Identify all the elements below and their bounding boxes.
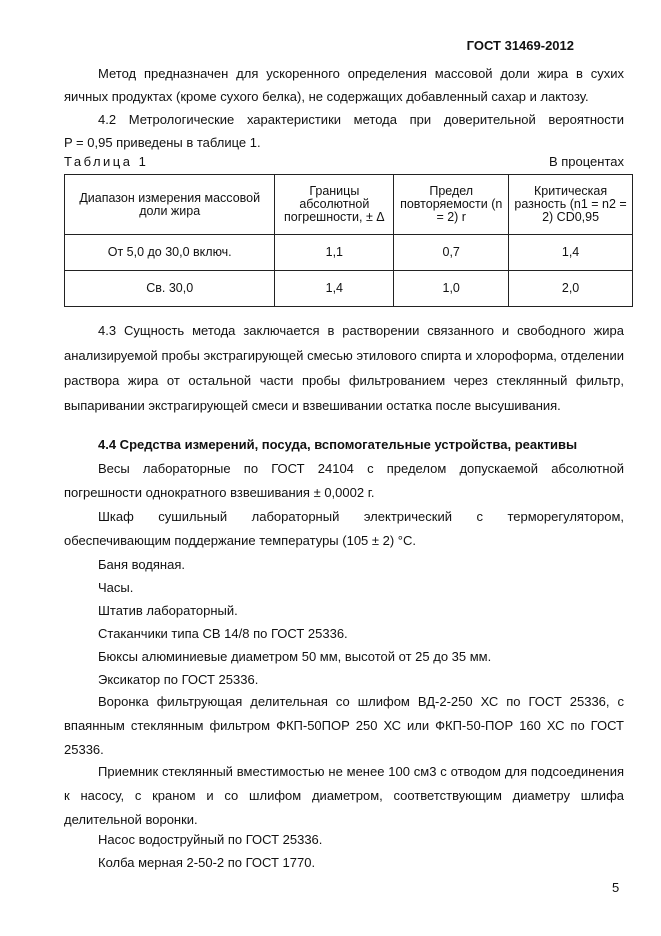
equipment-item: Баня водяная.	[98, 557, 185, 572]
header-repeatability: Предел повторяемости (n = 2) r	[394, 175, 509, 235]
equipment-item: Приемник стеклянный вместимостью не менее 100 см3 с отводом для подсоединения к насосу, с краном и со шлифом диаметром, соответствующим диаметру шлифа делительной воронки.	[64, 764, 624, 827]
equipment-item: Эксикатор по ГОСТ 25336.	[98, 672, 259, 687]
table-cell: От 5,0 до 30,0 включ.	[65, 235, 275, 271]
equipment-item: Часы.	[98, 580, 134, 595]
header-range: Диапазон измерения массовой доли жира	[65, 175, 275, 235]
equipment-item: Бюксы алюминиевые диаметром 50 мм, высотой от 25 до 35 мм.	[98, 649, 492, 664]
header-error: Границы абсолютной погрешности, ± Δ	[275, 175, 394, 235]
metrology-table	[64, 174, 633, 307]
table-header-row	[65, 175, 633, 235]
table-cell: 2,0	[509, 271, 633, 307]
equipment-item: Шкаф сушильный лабораторный электрический с терморегулятором, обеспечивающим поддержание температуры (105 ± 2) °С.	[64, 509, 624, 548]
table-units: В процентах	[548, 154, 624, 169]
equipment-item: Колба мерная 2-50-2 по ГОСТ 1770.	[98, 855, 316, 870]
table-cell: 0,7	[394, 235, 509, 271]
document-code: ГОСТ 31469-2012	[466, 38, 574, 53]
table-cell: 1,1	[275, 235, 394, 271]
equipment-item: Штатив лабораторный.	[98, 603, 238, 618]
table-cell: 1,4	[275, 271, 394, 307]
page-number: 5	[612, 880, 620, 895]
equipment-item: Воронка фильтрующая делительная со шлифом ВД-2-250 ХС по ГОСТ 25336, с впаянным стеклянным фильтром ФКП-50ПОР 250 ХС или ФКП-50-ПОР 160 ХС по ГОСТ 25336.	[64, 694, 624, 757]
table-cell: Св. 30,0	[65, 271, 275, 307]
equipment-item: Насос водоструйный по ГОСТ 25336.	[98, 832, 323, 847]
equipment-item: Весы лабораторные по ГОСТ 24104 с пределом допускаемой абсолютной погрешности однократного взвешивания ± 0,0002 г.	[64, 461, 624, 500]
table-row	[65, 271, 633, 307]
section-4-2-line2: P = 0,95 приведены в таблице 1.	[64, 135, 261, 150]
table-cell: 1,4	[509, 235, 633, 271]
section-4-2-line1: 4.2 Метрологические характеристики метода при доверительной вероятности	[98, 112, 624, 127]
equipment-item: Стаканчики типа СВ 14/8 по ГОСТ 25336.	[98, 626, 348, 641]
table-row	[65, 235, 633, 271]
table-cell: 1,0	[394, 271, 509, 307]
intro-paragraph: Метод предназначен для ускоренного определения массовой доли жира в сухих яичных продуктах (кроме сухого белка), не содержащих добавленный сахар и лактозу.	[64, 66, 624, 104]
section-4-4-title: 4.4 Средства измерений, посуда, вспомогательные устройства, реактивы	[98, 437, 578, 452]
section-4-3: 4.3 Сущность метода заключается в растворении связанного и свободного жира анализируемой пробы экстрагирующей смесью этилового спирта и хлороформа, отделении раствора жира от остальной части пробы фильтрованием через стеклянный фильтр, выпаривании экстрагирующей смеси и взвешивании остатка после высушивания.	[64, 323, 624, 413]
table-caption: Таблица 1	[64, 154, 149, 169]
header-critical-difference: Критическая разность (n1 = n2 = 2) CD0,95	[509, 175, 633, 235]
